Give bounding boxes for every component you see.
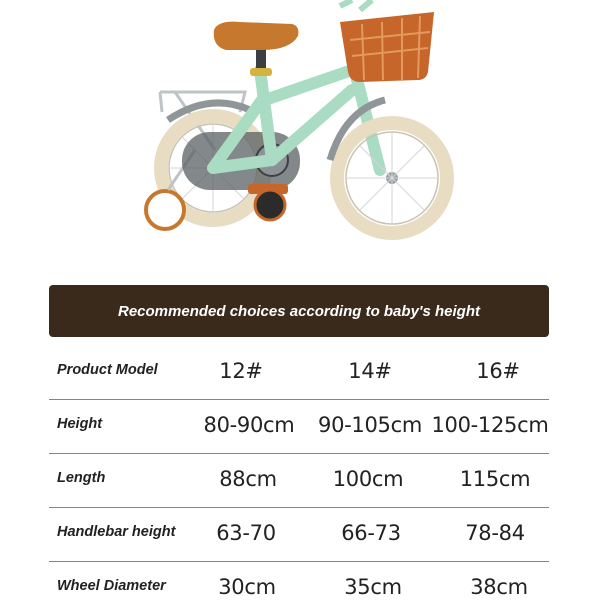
row-label: Handlebar height: [57, 524, 176, 540]
bicycle-image: [0, 0, 600, 270]
cell-12: 63-70: [216, 521, 276, 545]
cell-16: 100-125cm: [431, 413, 549, 437]
handlebar: [340, 0, 372, 10]
row-label: Height: [57, 416, 103, 432]
table-row-wheel-diameter: [49, 562, 549, 616]
front-wheel: [337, 123, 447, 233]
cell-12: 80-90cm: [203, 413, 295, 437]
cell-14: 100cm: [332, 467, 404, 491]
cell-14: 35cm: [344, 575, 402, 599]
table-row-handlebar-height: [49, 508, 549, 562]
cell-14: 90-105cm: [318, 413, 422, 437]
cell-14: 14#: [348, 359, 392, 383]
basket: [340, 12, 434, 82]
cell-16: 115cm: [459, 467, 531, 491]
saddle: [214, 22, 299, 76]
recommendation-banner: [49, 285, 549, 337]
banner-title: Recommended choices according to baby's height: [118, 302, 480, 320]
cell-16: 16#: [476, 359, 520, 383]
cell-12: 30cm: [218, 575, 276, 599]
cell-14: 66-73: [341, 521, 401, 545]
cell-16: 78-84: [465, 521, 525, 545]
table-row-product-model: [49, 346, 549, 400]
row-label: Length: [57, 470, 106, 486]
cell-12: 12#: [219, 359, 263, 383]
table-row-length: [49, 454, 549, 508]
cell-16: 38cm: [470, 575, 528, 599]
row-label: Wheel Diameter: [57, 578, 166, 594]
cell-12: 88cm: [219, 467, 277, 491]
row-label: Product Model: [57, 362, 158, 378]
table-row-height: [49, 400, 549, 454]
